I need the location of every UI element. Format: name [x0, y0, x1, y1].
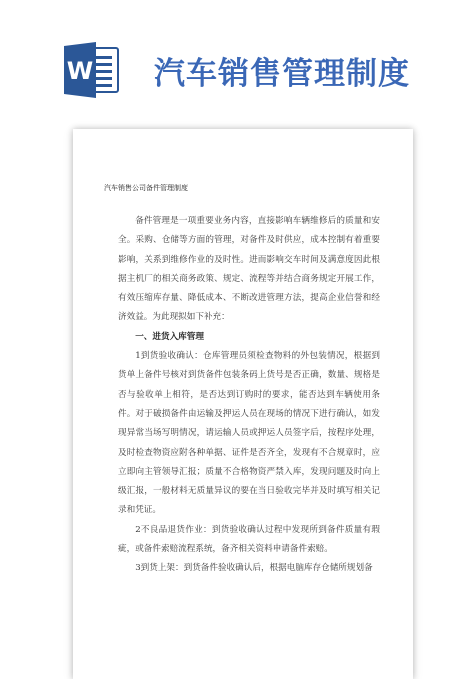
paragraph-acceptance: 1到货验收确认：仓库管理员须检查物料的外包装情况，根据到货单上备件号核对到货备件包装条码上货号是否正确，数量、规格是否与验收单上相符，是否达到订购时的要求，能否达到车辆使用条件。对于破损备件由运输及押运人员在现场的情况下进行确认，如发现异常当场写明情况，请运输人员或押运人员签字后，按程序处理，及时检查物资应附各种单据、证件是否齐全，发现有不合规章时，应立即向主管领导汇报；质量不合格物资严禁入库，发现问题及时向上级汇报，一般材料无质量异议的要在当日验收完毕并及时填写相关记录和凭证。 [118, 351, 380, 516]
document-title: 汽车销售公司备件管理制度 [104, 184, 188, 192]
banner [0, 0, 474, 130]
word-icon [64, 42, 128, 98]
paragraph-shelving: 3到货上架：到货备件验收确认后，根据电脑库存仓储所规划备 [135, 563, 373, 574]
document-body [118, 212, 380, 579]
section-heading: 一、进货入库管理 [135, 331, 204, 342]
paragraph-intro: 备件管理是一项重要业务内容，直接影响车辆维修后的质量和安全。采购、仓储等方面的管理，对备件及时供应，成本控制有着重要影响，关系到维修作业的及时性。进而影响交车时间及满意度因此根据主机厂的相关商务政策、规定、流程等并结合商务规定开展工作，有效压缩库存量、降低成本、不断改进管理方法，提高企业信誉和经济效益。为此现拟如下补充： [118, 216, 380, 323]
word-logo-letter: W [66, 57, 94, 85]
banner-title: 汽车销售管理制度 [154, 56, 410, 92]
paragraph-returns: 2不良品退货作业：到货验收确认过程中发现所到备件质量有瑕疵，或备件索赔流程系统，备齐相关资料申请备件索赔。 [118, 524, 380, 555]
